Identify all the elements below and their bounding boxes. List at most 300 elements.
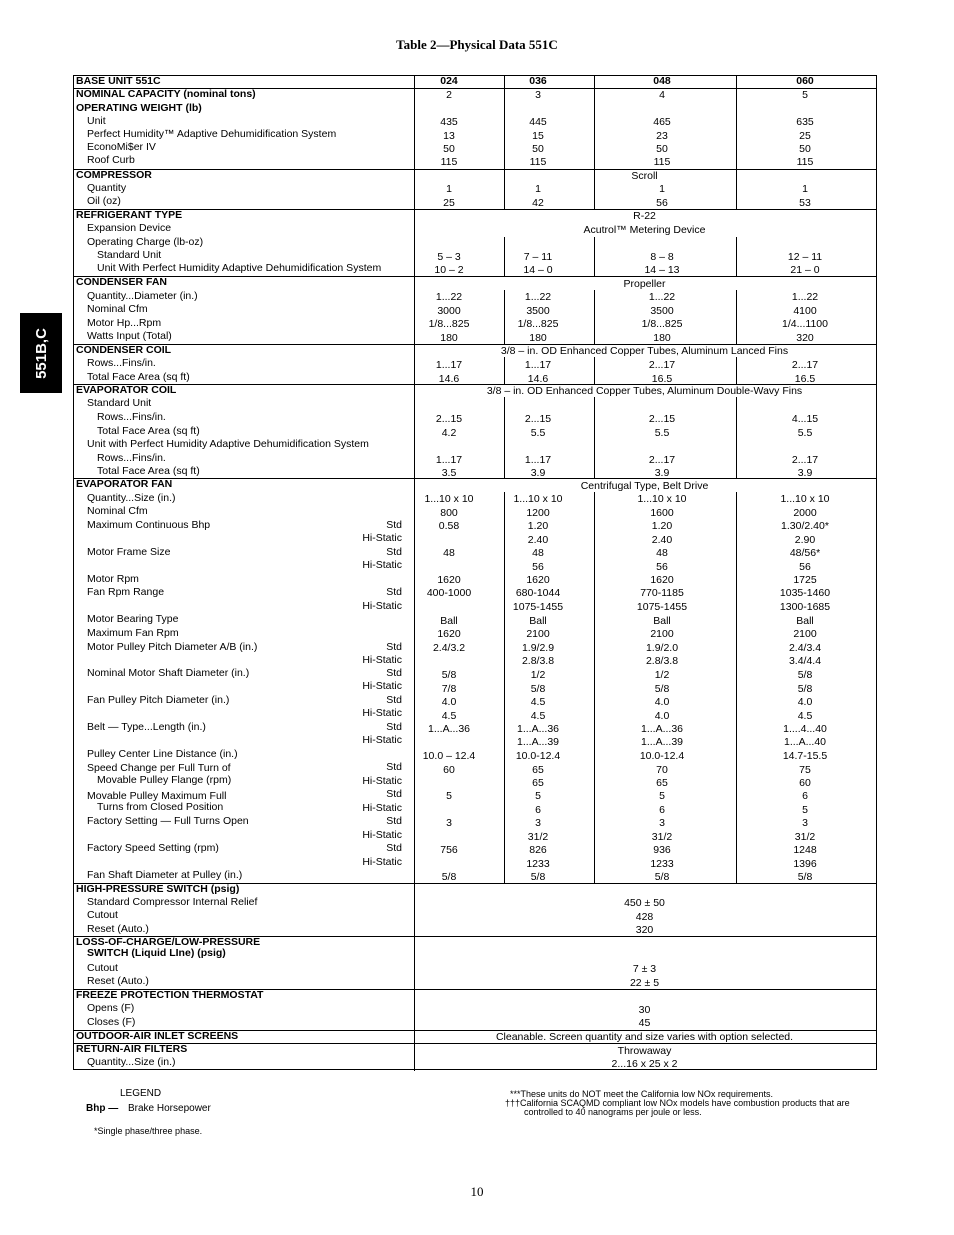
side-tab — [20, 313, 62, 393]
cell-value: 1...A...39 — [640, 736, 684, 748]
row-label: Movable Pulley Maximum Full — [87, 790, 227, 802]
section-divider — [74, 478, 876, 479]
span-value: 428 — [635, 911, 654, 923]
row-label: Maximum Continuous Bhp — [87, 519, 211, 531]
cell-value: 2...17 — [648, 454, 676, 466]
row-label: Turns from Closed Position — [97, 801, 224, 813]
cell-value: 14.7-15.5 — [782, 750, 828, 762]
cell-value: 1.30/2.40* — [781, 520, 829, 532]
cell-value: 1...10 x 10 — [637, 493, 687, 505]
cell-value: 10.0 – 12.4 — [422, 750, 476, 762]
cell-value: 2100 — [793, 628, 817, 640]
static-type-label: Std — [386, 519, 402, 531]
row-label: Nominal Cfm — [87, 303, 148, 315]
static-type-label: Hi-Static — [362, 707, 402, 719]
cell-value: 50 — [532, 143, 544, 155]
column-divider — [736, 397, 737, 478]
static-type-label: Std — [386, 815, 402, 827]
row-label: Total Face Area (sq ft) — [97, 425, 200, 437]
cell-value: 65 — [532, 764, 544, 776]
row-label: Unit — [87, 115, 106, 127]
cell-value: 2.8/3.8 — [645, 655, 679, 667]
cell-value: 1...10 x 10 — [513, 493, 563, 505]
row-label: Motor Bearing Type — [87, 613, 179, 625]
cell-value: 4 — [659, 89, 665, 101]
cell-value: 1 — [535, 183, 541, 195]
cell-value: 8 – 8 — [650, 251, 674, 263]
cell-value: 1...10 x 10 — [424, 493, 474, 505]
page-number: 10 — [470, 1184, 484, 1199]
section-divider — [74, 1043, 876, 1044]
row-label: Quantity...Size (in.) — [87, 1056, 176, 1068]
cell-value: 5/8 — [441, 871, 457, 883]
cell-value: 1396 — [793, 858, 817, 870]
cell-value: 2.4/3.4 — [788, 642, 822, 654]
cell-value: 2.40 — [527, 534, 549, 546]
cell-value: 4.5 — [530, 710, 546, 722]
row-label: Reset (Auto.) — [87, 923, 149, 935]
cell-value: 1...22 — [524, 291, 552, 303]
cell-value: 400-1000 — [426, 587, 472, 599]
row-label: Quantity — [87, 182, 127, 194]
static-type-label: Hi-Static — [362, 802, 402, 814]
cell-value: 1...17 — [524, 454, 552, 466]
cell-value: 115 — [440, 156, 458, 168]
cell-value: 1...A...39 — [516, 736, 560, 748]
cell-value: 6 — [659, 804, 665, 816]
row-label: Fan Pulley Pitch Diameter (in.) — [87, 694, 230, 706]
cell-value: 3.9 — [797, 467, 813, 479]
cell-value: 115 — [796, 156, 814, 168]
column-divider — [594, 492, 595, 883]
cell-value: 3.4/4.4 — [788, 655, 822, 667]
row-label: Standard Compressor Internal Relief — [87, 896, 258, 908]
cell-value: 48 — [443, 547, 455, 559]
static-type-label: Std — [386, 721, 402, 733]
cell-value: Ball — [796, 615, 814, 627]
cell-value: 1 — [802, 183, 808, 195]
span-value: Centrifugal Type, Belt Drive — [580, 480, 709, 492]
cell-value: 1620 — [526, 574, 550, 586]
cell-value: 5.5 — [530, 427, 546, 439]
cell-value: 5/8 — [654, 871, 670, 883]
row-label: Operating Charge (lb-oz) — [87, 236, 204, 248]
cell-value: 1300-1685 — [779, 601, 831, 613]
cell-value: 10.0-12.4 — [639, 750, 685, 762]
cell-value: 3 — [535, 817, 541, 829]
cell-value: 1...22 — [648, 291, 676, 303]
row-label: CONDENSER FAN — [76, 276, 168, 288]
row-label: Speed Change per Full Turn of — [87, 762, 231, 774]
cell-value: 2.40 — [651, 534, 673, 546]
row-label: Nominal Motor Shaft Diameter (in.) — [87, 667, 250, 679]
static-type-label: Hi-Static — [362, 559, 402, 571]
cell-value: 3000 — [437, 305, 461, 317]
cell-value: 7 – 11 — [523, 251, 553, 263]
static-type-label: Hi-Static — [362, 829, 402, 841]
column-divider — [504, 397, 505, 478]
row-label: SWITCH (Liquid LIne) (psig) — [87, 947, 226, 959]
cell-value: 5/8 — [797, 669, 813, 681]
row-label: Rows...Fins/in. — [97, 452, 166, 464]
column-divider — [504, 492, 505, 883]
cell-value: 4.0 — [797, 696, 813, 708]
row-label: RETURN-AIR FILTERS — [76, 1043, 188, 1055]
cell-value: 4.2 — [441, 427, 457, 439]
span-value: 450 ± 50 — [624, 897, 665, 909]
cell-value: 6 — [535, 804, 541, 816]
cell-value: 48 — [532, 547, 544, 559]
span-value: Propeller — [623, 278, 666, 290]
cell-value: 1.9/2.0 — [645, 642, 679, 654]
cell-value: 3 — [802, 817, 808, 829]
legend-abbr-def: Brake Horsepower — [128, 1103, 211, 1114]
row-label: EVAPORATOR FAN — [76, 478, 173, 490]
cell-value: 2100 — [650, 628, 674, 640]
cell-value: 10.0-12.4 — [515, 750, 561, 762]
cell-value: 1/2 — [530, 669, 546, 681]
row-label: Watts Input (Total) — [87, 330, 172, 342]
cell-value: 1233 — [526, 858, 550, 870]
column-divider — [594, 357, 595, 384]
cell-value: 1...22 — [435, 291, 463, 303]
cell-value: 180 — [529, 332, 547, 344]
cell-value: 1...A...40 — [783, 736, 827, 748]
row-label: Oil (oz) — [87, 195, 121, 207]
cell-value: 1035-1460 — [779, 587, 831, 599]
cell-value: 1075-1455 — [512, 601, 564, 613]
row-label: Fan Rpm Range — [87, 586, 165, 598]
cell-value: Ball — [653, 615, 671, 627]
cell-value: 5 — [659, 790, 665, 802]
cell-value: 1...10 x 10 — [780, 493, 830, 505]
cell-value: 5/8 — [530, 871, 546, 883]
cell-value: 1...A...36 — [427, 723, 471, 735]
row-label: Motor Hp...Rpm — [87, 317, 162, 329]
column-divider — [504, 237, 505, 276]
cell-value: 25 — [799, 130, 811, 142]
column-divider — [736, 237, 737, 276]
cell-value: 770-1185 — [640, 587, 684, 599]
cell-value: 1...22 — [791, 291, 819, 303]
static-type-label: Std — [386, 842, 402, 854]
row-label: Cutout — [87, 909, 118, 921]
cell-value: 25 — [443, 197, 455, 209]
cell-value: 10 – 2 — [434, 264, 464, 276]
header-base-unit: BASE UNIT 551C — [76, 75, 161, 87]
cell-value: 1/2 — [654, 669, 670, 681]
cell-value: 65 — [532, 777, 544, 789]
cell-value: 180 — [440, 332, 458, 344]
cell-value: 1725 — [793, 574, 817, 586]
cell-value: 435 — [440, 116, 458, 128]
row-label: REFRIGERANT TYPE — [76, 209, 183, 221]
row-label: Rows...Fins/in. — [97, 411, 166, 423]
physical-data-table — [73, 75, 877, 1070]
cell-value: 115 — [529, 156, 547, 168]
cell-value: 7/8 — [441, 683, 457, 695]
column-divider — [736, 357, 737, 384]
cell-value: 1620 — [437, 574, 461, 586]
cell-value: 5 — [535, 790, 541, 802]
cell-value: 936 — [653, 844, 671, 856]
cell-value: 5.5 — [797, 427, 813, 439]
row-label: Standard Unit — [87, 397, 152, 409]
cell-value: 2000 — [793, 507, 817, 519]
cell-value: 1/8...825 — [641, 318, 683, 330]
row-label: Closes (F) — [87, 1016, 136, 1028]
row-label: FREEZE PROTECTION THERMOSTAT — [76, 989, 264, 1001]
cell-value: 75 — [799, 764, 811, 776]
cell-value: Ball — [529, 615, 547, 627]
cell-value: 5 — [446, 790, 452, 802]
cell-value: 2.90 — [794, 534, 816, 546]
cell-value: 42 — [532, 197, 544, 209]
row-label: Total Face Area (sq ft) — [87, 371, 190, 383]
row-label: OPERATING WEIGHT (lb) — [76, 102, 202, 114]
cell-value: 3 — [446, 817, 452, 829]
cell-value: 1248 — [793, 844, 817, 856]
cell-value: 2...17 — [791, 454, 819, 466]
cell-value: 53 — [799, 197, 811, 209]
cell-value: 5 — [802, 89, 808, 101]
section-divider — [74, 1030, 876, 1031]
footnote-1: ***These units do NOT meet the California low NOx requirements. — [510, 1089, 773, 1099]
cell-value: 680-1044 — [515, 587, 561, 599]
cell-value: 2...15 — [648, 413, 676, 425]
row-label: Nominal Cfm — [87, 505, 148, 517]
static-type-label: Hi-Static — [362, 734, 402, 746]
row-label: Reset (Auto.) — [87, 975, 149, 987]
cell-value: 3.5 — [441, 467, 457, 479]
span-value: R-22 — [633, 210, 656, 222]
static-type-label: Std — [386, 761, 402, 773]
row-label: Motor Rpm — [87, 573, 139, 585]
cell-value: 14 – 13 — [644, 264, 680, 276]
section-divider — [74, 344, 876, 345]
cell-value: 65 — [656, 777, 668, 789]
cell-value: 1 — [659, 183, 665, 195]
section-divider — [74, 883, 876, 884]
cell-value: 1620 — [650, 574, 674, 586]
cell-value: 1.9/2.9 — [521, 642, 555, 654]
footnote-2: †††California SCAQMD compliant low NOx models have combustion products that are — [505, 1098, 850, 1108]
column-divider — [594, 237, 595, 276]
cell-value: 1/8...825 — [428, 318, 470, 330]
static-type-label: Std — [386, 667, 402, 679]
static-type-label: Std — [386, 641, 402, 653]
column-divider — [504, 76, 505, 209]
row-label: Unit with Perfect Humidity Adaptive Dehumidification System — [87, 438, 369, 450]
static-type-label: Hi-Static — [362, 856, 402, 868]
header-unit-036: 036 — [529, 75, 547, 87]
row-label: Quantity...Diameter (in.) — [87, 290, 198, 302]
cell-value: 21 – 0 — [790, 264, 820, 276]
row-label: OUTDOOR-AIR INLET SCREENS — [76, 1030, 239, 1042]
static-type-label: Hi-Static — [362, 532, 402, 544]
cell-value: 4.0 — [654, 710, 670, 722]
cell-value: 3500 — [526, 305, 550, 317]
cell-value: 5/8 — [797, 871, 813, 883]
cell-value: 4100 — [793, 305, 817, 317]
static-type-label: Hi-Static — [362, 680, 402, 692]
cell-value: 0.58 — [438, 520, 460, 532]
static-type-label: Std — [386, 546, 402, 558]
row-label: Perfect Humidity™ Adaptive Dehumidification System — [87, 128, 337, 140]
row-label: Cutout — [87, 962, 118, 974]
cell-value: 2100 — [526, 628, 550, 640]
cell-value: 6 — [802, 790, 808, 802]
cell-value: 635 — [796, 116, 814, 128]
legend-title: LEGEND — [120, 1088, 162, 1099]
cell-value: 1...A...36 — [516, 723, 560, 735]
cell-value: 14 – 0 — [523, 264, 553, 276]
cell-value: 1....4...40 — [783, 723, 827, 735]
cell-value: 2.8/3.8 — [521, 655, 555, 667]
cell-value: 48/56* — [789, 547, 821, 559]
row-label: Pulley Center Line Distance (in.) — [87, 748, 238, 760]
span-value: 2...16 x 25 x 2 — [611, 1058, 678, 1070]
static-type-label: Std — [386, 586, 402, 598]
row-label: NOMINAL CAPACITY (nominal tons) — [76, 88, 256, 100]
footnote-3: controlled to 40 nanograms per joule or less. — [524, 1107, 702, 1117]
cell-value: Ball — [440, 615, 458, 627]
cell-value: 826 — [529, 844, 547, 856]
cell-value: 5 — [802, 804, 808, 816]
cell-value: 12 – 11 — [787, 251, 823, 263]
column-divider — [504, 357, 505, 384]
cell-value: 2.4/3.2 — [432, 642, 466, 654]
cell-value: 56 — [656, 561, 668, 573]
cell-value: 1620 — [437, 628, 461, 640]
header-unit-048: 048 — [653, 75, 671, 87]
cell-value: 1...17 — [524, 359, 552, 371]
cell-value: 16.5 — [651, 373, 673, 385]
cell-value: 1...17 — [435, 359, 463, 371]
cell-value: 465 — [653, 116, 671, 128]
cell-value: 4.0 — [654, 696, 670, 708]
cell-value: 1075-1455 — [636, 601, 688, 613]
column-divider — [414, 76, 415, 1071]
cell-value: 3 — [659, 817, 665, 829]
row-label: Movable Pulley Flange (rpm) — [97, 774, 232, 786]
cell-value: 180 — [653, 332, 671, 344]
row-label: HIGH-PRESSURE SWITCH (psig) — [76, 883, 240, 895]
cell-value: 445 — [529, 116, 547, 128]
cell-value: 23 — [656, 130, 668, 142]
cell-value: 13 — [443, 130, 455, 142]
static-type-label: Std — [386, 788, 402, 800]
cell-value: 60 — [443, 764, 455, 776]
cell-value: 50 — [443, 143, 455, 155]
cell-value: 756 — [440, 844, 458, 856]
span-value: 45 — [638, 1017, 651, 1029]
cell-value: 1/4...1100 — [782, 318, 828, 330]
cell-value: 31/2 — [651, 831, 673, 843]
static-type-label: Hi-Static — [362, 600, 402, 612]
cell-value: 48 — [656, 547, 668, 559]
section-divider — [74, 989, 876, 990]
column-divider — [504, 290, 505, 344]
cell-value: 5/8 — [530, 683, 546, 695]
cell-value: 5.5 — [654, 427, 670, 439]
column-divider — [594, 76, 595, 209]
cell-value: 3.9 — [530, 467, 546, 479]
cell-value: 56 — [799, 561, 811, 573]
static-type-label: Hi-Static — [362, 654, 402, 666]
cell-value: 5 – 3 — [437, 251, 461, 263]
section-divider — [74, 936, 876, 937]
row-label: Unit With Perfect Humidity Adaptive Dehumidification System — [97, 262, 382, 274]
cell-value: 1600 — [650, 507, 674, 519]
row-label: COMPRESSOR — [76, 169, 152, 181]
cell-value: 16.5 — [794, 373, 816, 385]
cell-value: 2...17 — [791, 359, 819, 371]
cell-value: 115 — [653, 156, 671, 168]
cell-value: 56 — [656, 197, 668, 209]
header-unit-024: 024 — [440, 75, 458, 87]
header-unit-060: 060 — [796, 75, 814, 87]
row-label: Factory Speed Setting (rpm) — [87, 842, 219, 854]
cell-value: 3500 — [650, 305, 674, 317]
cell-value: 1...17 — [435, 454, 463, 466]
cell-value: 2...15 — [524, 413, 552, 425]
span-value: Acutrol™ Metering Device — [583, 224, 706, 236]
static-type-label: Hi-Static — [362, 775, 402, 787]
cell-value: 14.6 — [527, 373, 549, 385]
cell-value: 56 — [532, 561, 544, 573]
column-divider — [594, 290, 595, 344]
cell-value: 15 — [532, 130, 544, 142]
cell-value: 60 — [799, 777, 811, 789]
side-tab-label: 551B,C — [32, 327, 50, 379]
cell-value: 1...A...36 — [640, 723, 684, 735]
row-label: Total Face Area (sq ft) — [97, 465, 200, 477]
section-divider — [74, 384, 876, 385]
span-value: Cleanable. Screen quantity and size varies with option selected. — [495, 1031, 794, 1043]
legend-abbr: Bhp — — [86, 1103, 119, 1114]
row-label: CONDENSER COIL — [76, 344, 172, 356]
row-label: Opens (F) — [87, 1002, 135, 1014]
cell-value: 4...15 — [791, 413, 819, 425]
table-title: Table 2—Physical Data 551C — [396, 37, 558, 52]
section-divider — [74, 276, 876, 277]
row-label: LOSS-OF-CHARGE/LOW-PRESSURE — [76, 936, 261, 948]
cell-value: 1200 — [526, 507, 550, 519]
cell-value: 5/8 — [654, 683, 670, 695]
span-value: 320 — [635, 924, 654, 936]
cell-value: 2 — [446, 89, 452, 101]
cell-value: 50 — [656, 143, 668, 155]
cell-value: 4.0 — [441, 696, 457, 708]
row-label: EVAPORATOR COIL — [76, 384, 177, 396]
cell-value: 3.9 — [654, 467, 670, 479]
cell-value: 3 — [535, 89, 541, 101]
cell-value: 320 — [796, 332, 814, 344]
cell-value: 1.20 — [527, 520, 549, 532]
span-value: Scroll — [631, 170, 658, 182]
cell-value: 5/8 — [797, 683, 813, 695]
span-value: 22 ± 5 — [629, 977, 660, 989]
row-label: Belt — Type...Length (in.) — [87, 721, 206, 733]
span-value: Throwaway — [617, 1045, 672, 1057]
cell-value: 1 — [446, 183, 452, 195]
cell-value: 2...17 — [648, 359, 676, 371]
cell-value: 800 — [440, 507, 458, 519]
column-divider — [736, 290, 737, 344]
cell-value: 4.5 — [797, 710, 813, 722]
static-type-label: Std — [386, 694, 402, 706]
